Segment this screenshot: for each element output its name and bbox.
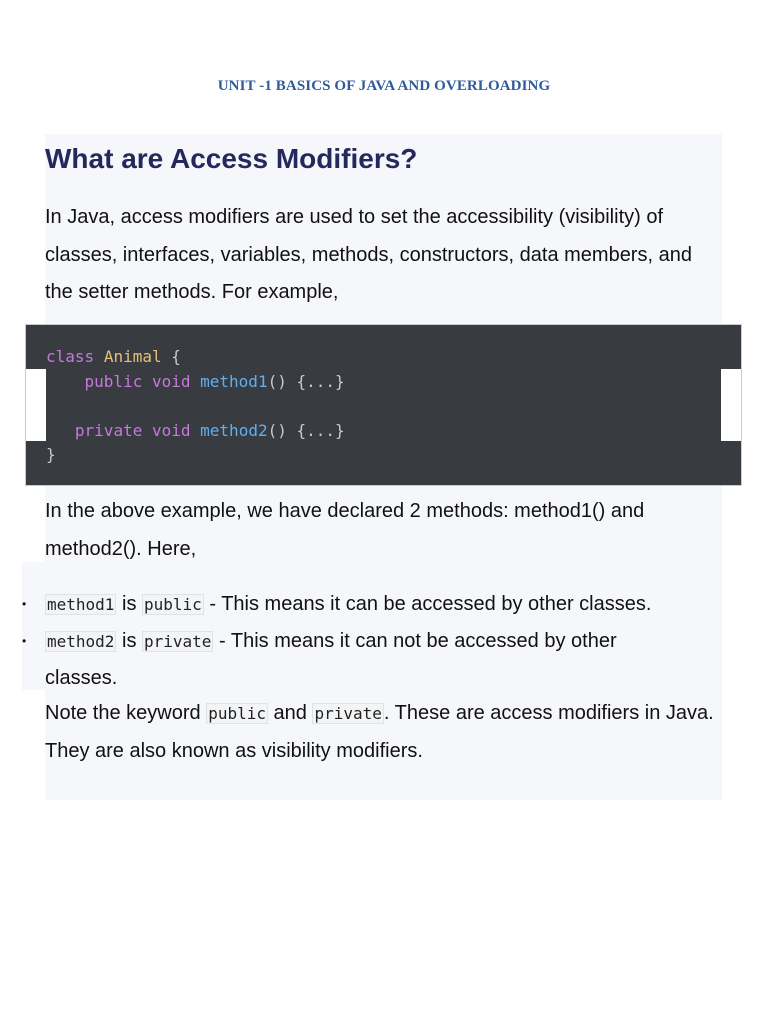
note-text: and xyxy=(268,702,313,724)
list-text: - This means it can not be accessed by other classes. xyxy=(45,630,617,689)
inline-code: method1 xyxy=(47,595,115,614)
explanation-paragraph: In the above example, we have declared 2 methods: method1() and method2(). Here, xyxy=(45,500,645,560)
list-text: is xyxy=(116,593,142,615)
list-item xyxy=(0,586,665,623)
bullet-marker: • xyxy=(22,634,27,648)
intro-paragraph: In Java, access modifiers are used to set the accessibility (visibility) of classes, interfaces, variables, methods, constructors, data members, and the setter methods. For example, xyxy=(45,206,692,303)
list-text: - This means it can be accessed by other classes. xyxy=(203,593,652,615)
code-keyword: private xyxy=(74,421,143,440)
code-keyword: class xyxy=(46,347,95,366)
code-punctuation: () {...} xyxy=(267,372,345,391)
code-block xyxy=(25,324,742,486)
code-keyword: void xyxy=(151,372,191,391)
code-punctuation: { xyxy=(161,347,181,366)
code-line-3 xyxy=(46,421,345,440)
code-function-name: method2 xyxy=(200,421,268,440)
inline-code: public xyxy=(144,595,202,614)
inline-code: public xyxy=(208,704,266,723)
code-line-2 xyxy=(46,372,345,391)
code-keyword: void xyxy=(151,421,191,440)
bullet-marker: • xyxy=(22,597,27,611)
code-function-name: method1 xyxy=(200,372,268,391)
code-line-4 xyxy=(46,445,56,464)
code-keyword: public xyxy=(84,372,143,391)
inline-code: method2 xyxy=(47,632,115,651)
list-item xyxy=(0,623,665,697)
note-text: Note the keyword xyxy=(45,702,207,724)
page-title: What are Access Modifiers? xyxy=(45,143,418,174)
list-text: is xyxy=(116,630,142,652)
code-punctuation: () {...} xyxy=(267,421,345,440)
page-header: UNIT -1 BASICS OF JAVA AND OVERLOADING xyxy=(217,78,551,94)
inline-code: private xyxy=(144,632,212,651)
code-class-name: Animal xyxy=(103,347,162,366)
modifier-list xyxy=(0,586,768,697)
note-text: . These are access modifiers in Java. They are also known as visibility modifiers. xyxy=(45,702,714,762)
inline-code: private xyxy=(314,704,382,723)
note-paragraph xyxy=(45,695,715,770)
code-block-left-notch xyxy=(26,369,46,441)
code-block-right-notch xyxy=(721,369,741,441)
code-line-1 xyxy=(46,347,181,366)
code-punctuation: } xyxy=(46,445,56,464)
